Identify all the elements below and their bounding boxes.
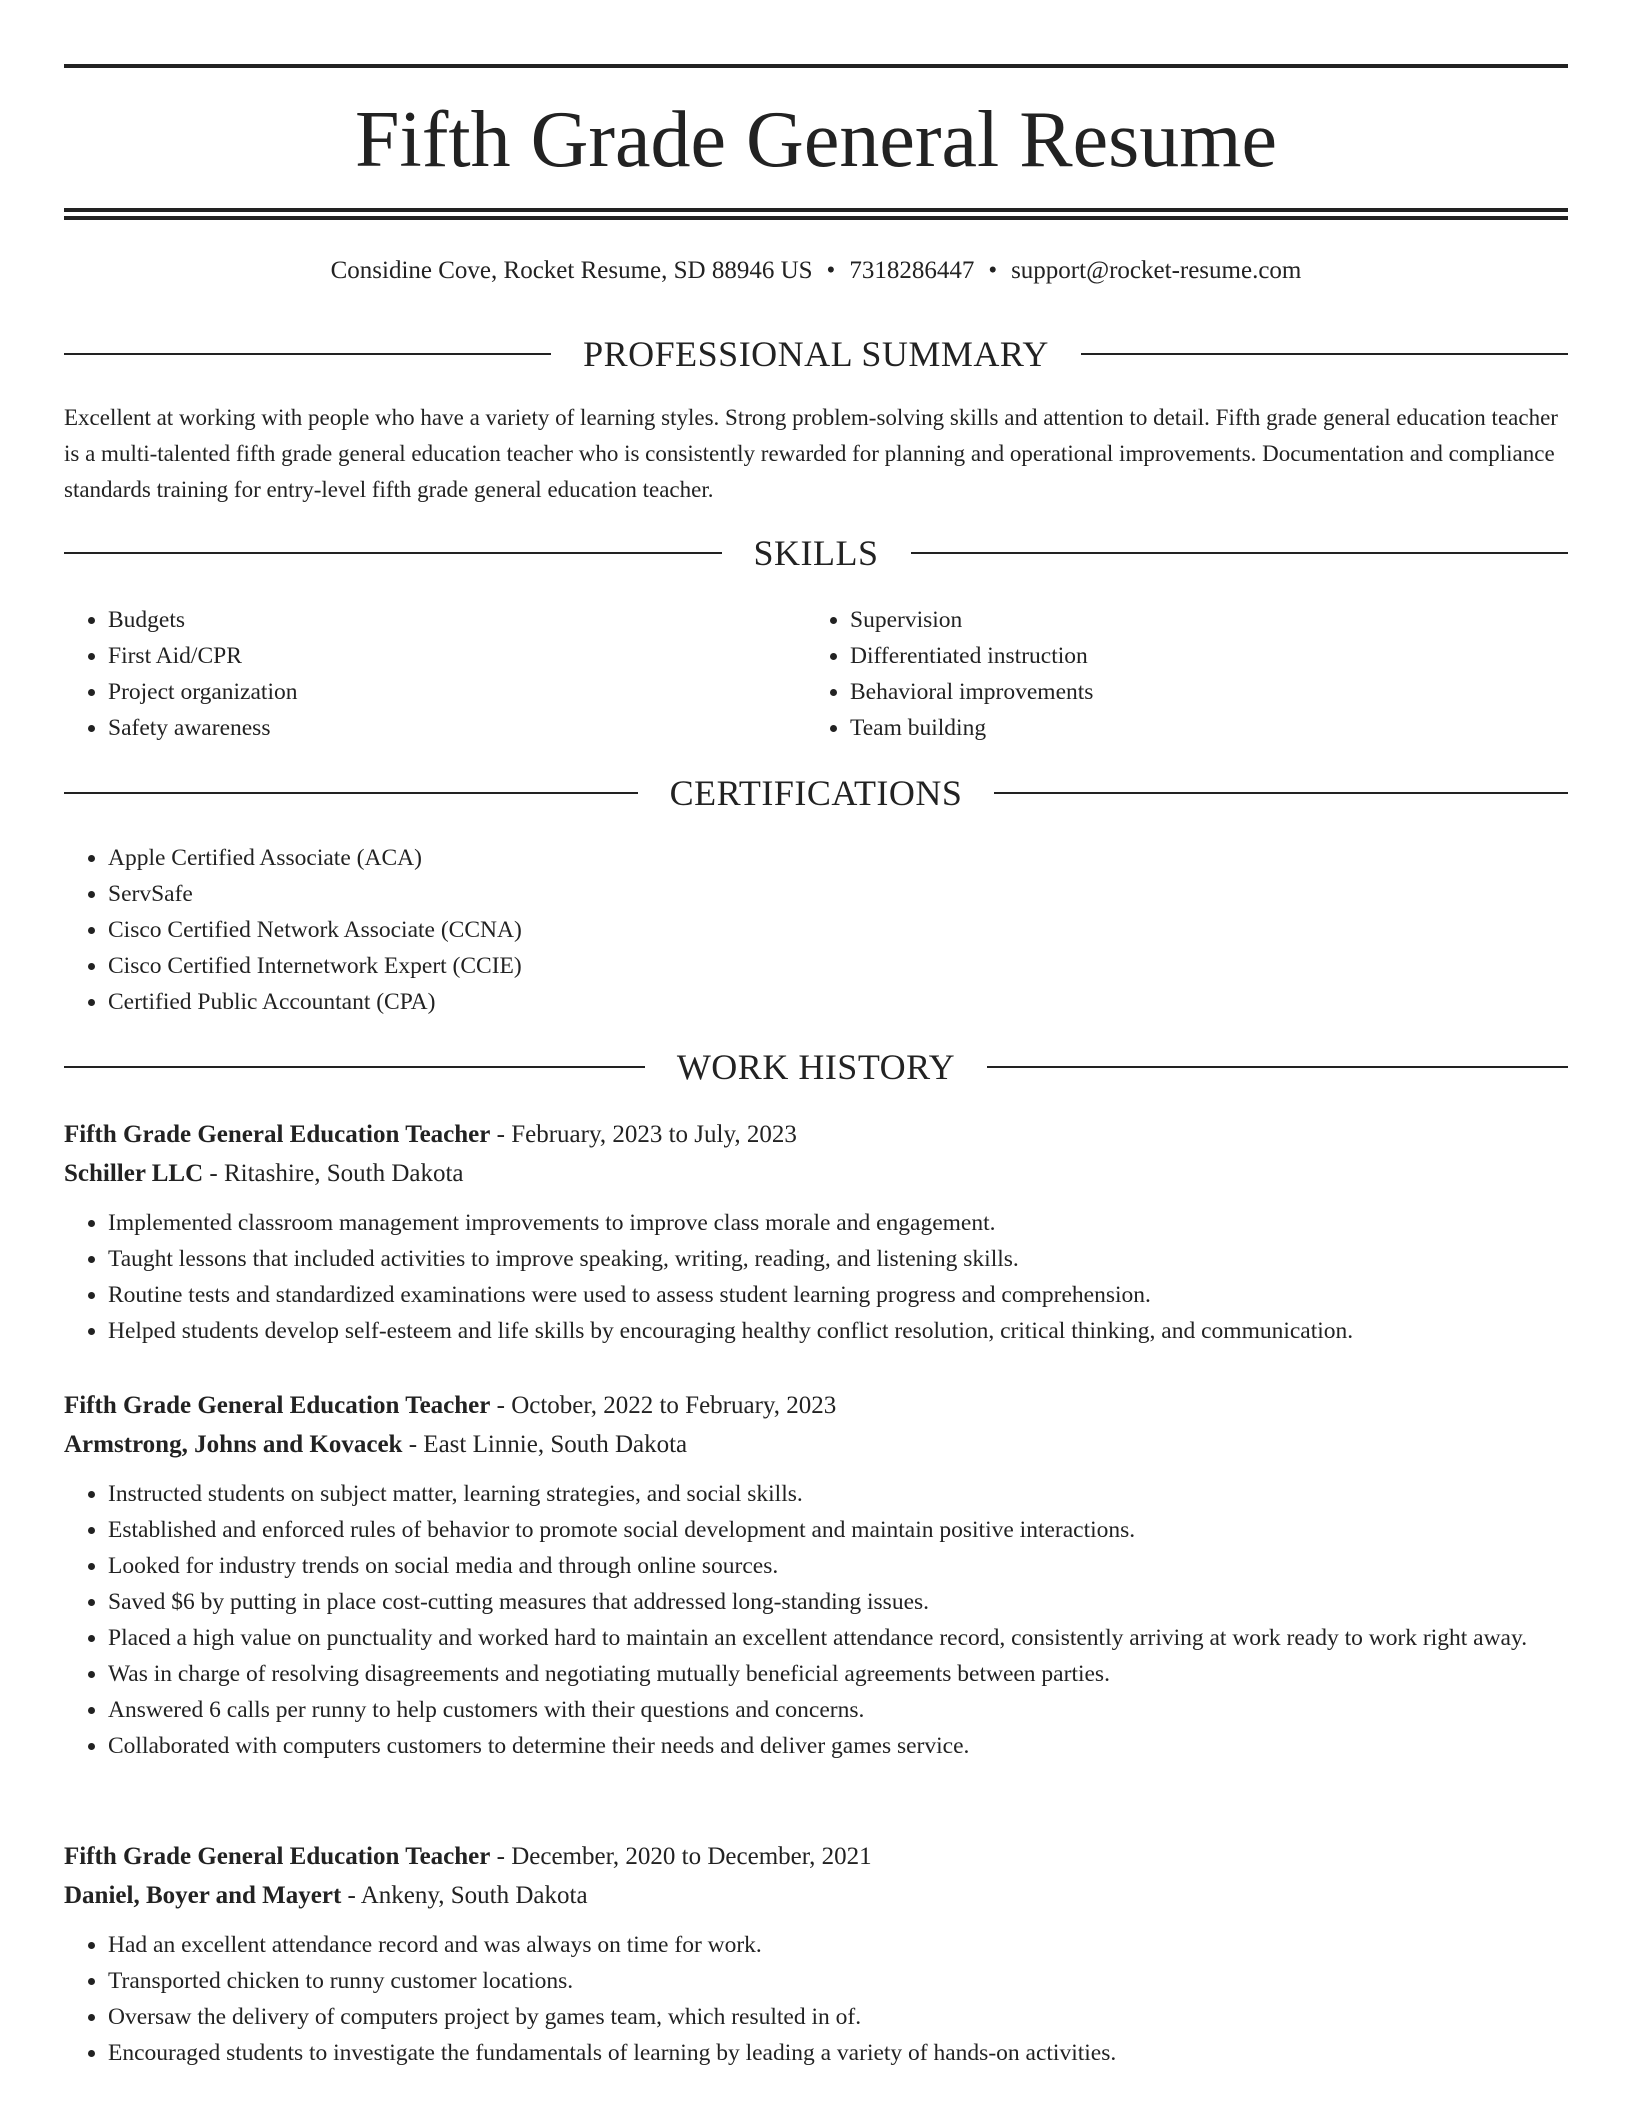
skills-list [64, 602, 1568, 746]
job-dates: - December, 2020 to December, 2021 [490, 1843, 872, 1870]
section-rule [64, 792, 638, 794]
job-bullet: • Established and enforced rules of behavior to promote social development and maintain positive interactions. [108, 1512, 1568, 1548]
job-title: Fifth Grade General Education Teacher [64, 1121, 491, 1148]
section-rule [64, 353, 551, 355]
section-rule [994, 792, 1568, 794]
section-header-work [64, 1045, 1568, 1089]
job-company: Daniel, Boyer and Mayert [64, 1882, 342, 1909]
section-title-certifications: CERTIFICATIONS [669, 773, 963, 813]
job-title-line [64, 1115, 1568, 1154]
section-header-certifications [64, 771, 1568, 815]
job-entry-1 [64, 1115, 1568, 1349]
certification-item: • Apple Certified Associate (ACA) [108, 840, 1568, 876]
job-bullet: • Encouraged students to investigate the fundamentals of learning by leading a variety of hands-on activities. [108, 2035, 1568, 2071]
job-company-line [64, 1425, 1568, 1464]
section-rule [987, 1066, 1568, 1068]
job-company-line [64, 1154, 1568, 1193]
skill-item: • Project organization [108, 674, 806, 710]
contact-separator: • [826, 257, 836, 284]
job-bullet: • Implemented classroom management improvements to improve class morale and engagement. [108, 1205, 1568, 1241]
skills-column-right [806, 602, 1548, 746]
double-rule-upper [64, 208, 1568, 212]
section-header-summary [64, 332, 1568, 376]
job-company: Armstrong, Johns and Kovacek [64, 1431, 403, 1458]
skill-item: • Safety awareness [108, 710, 806, 746]
contact-address: Considine Cove, Rocket Resume, SD 88946 US [330, 257, 813, 284]
job-bullet: • Saved $6 by putting in place cost-cutting measures that addressed long-standing issues. [108, 1584, 1568, 1620]
skill-item: • Team building [850, 710, 1548, 746]
job-bullet: • Transported chicken to runny customer locations. [108, 1963, 1568, 1999]
double-rule-lower [64, 216, 1568, 220]
job-bullet: • Instructed students on subject matter, learning strategies, and social skills. [108, 1476, 1568, 1512]
job-bullet: • Helped students develop self-esteem and life skills by encouraging healthy conflict resolution, critical thinking, and communication. [108, 1313, 1568, 1349]
section-title-skills: SKILLS [753, 533, 879, 573]
job-bullet: • Had an excellent attendance record and was always on time for work. [108, 1927, 1568, 1963]
certification-item: • Cisco Certified Internetwork Expert (CCIE) [108, 948, 1568, 984]
job-bullet: • Routine tests and standardized examinations were used to assess student learning progress and comprehension. [108, 1277, 1568, 1313]
section-header-skills [64, 531, 1568, 575]
contact-separator: • [988, 257, 998, 284]
job-location: - Ankeny, South Dakota [341, 1882, 588, 1909]
job-title: Fifth Grade General Education Teacher [64, 1843, 491, 1870]
job-bullets [64, 1476, 1568, 1764]
section-title-work: WORK HISTORY [676, 1047, 956, 1087]
job-bullets [64, 1205, 1568, 1349]
contact-email: support@rocket-resume.com [1011, 257, 1302, 284]
certification-item: • ServSafe [108, 876, 1568, 912]
resume-title: Fifth Grade General Resume [355, 96, 1277, 184]
job-bullet: • Taught lessons that included activities to improve speaking, writing, reading, and listening skills. [108, 1241, 1568, 1277]
job-bullet: • Was in charge of resolving disagreements and negotiating mutually beneficial agreements between parties. [108, 1656, 1568, 1692]
section-title-summary: PROFESSIONAL SUMMARY [583, 334, 1049, 374]
skill-item: • Budgets [108, 602, 806, 638]
job-location: - East Linnie, South Dakota [402, 1431, 688, 1458]
job-bullet: • Answered 6 calls per runny to help customers with their questions and concerns. [108, 1692, 1568, 1728]
skill-item: • Differentiated instruction [850, 638, 1548, 674]
job-bullets [64, 1927, 1568, 2071]
job-company-line [64, 1876, 1568, 1915]
job-location: - Ritashire, South Dakota [203, 1160, 464, 1187]
job-bullet: • Oversaw the delivery of computers project by games team, which resulted in of. [108, 1999, 1568, 2035]
job-dates: - February, 2023 to July, 2023 [490, 1121, 797, 1148]
contact-phone: 7318286447 [849, 257, 975, 284]
skill-item: • First Aid/CPR [108, 638, 806, 674]
skills-column-left [64, 602, 806, 746]
top-rule [64, 64, 1568, 68]
job-title: Fifth Grade General Education Teacher [64, 1392, 491, 1419]
section-rule [64, 552, 722, 554]
section-rule [64, 1066, 645, 1068]
section-rule [1081, 353, 1568, 355]
contact-line [64, 254, 1568, 288]
skill-item: • Supervision [850, 602, 1548, 638]
skill-item: • Behavioral improvements [850, 674, 1548, 710]
job-entry-3 [64, 1837, 1568, 2071]
job-bullet: • Collaborated with computers customers to determine their needs and deliver games service. [108, 1728, 1568, 1764]
job-entry-2 [64, 1386, 1568, 1764]
job-bullet: • Looked for industry trends on social media and through online sources. [108, 1548, 1568, 1584]
certification-item: • Cisco Certified Network Associate (CCNA) [108, 912, 1568, 948]
job-title-line [64, 1837, 1568, 1876]
job-dates: - October, 2022 to February, 2023 [490, 1392, 837, 1419]
job-bullet: • Placed a high value on punctuality and worked hard to maintain an excellent attendance record, consistently arriving at work ready to work right away. [108, 1620, 1568, 1656]
job-company: Schiller LLC [64, 1160, 204, 1187]
job-title-line [64, 1386, 1568, 1425]
section-rule [911, 552, 1569, 554]
summary-text: Excellent at working with people who have a variety of learning styles. Strong problem-solving skills and attention to detail. Fifth grade general education teacher is a multi-talented fifth grade general education teacher who is consistently rewarded for planning and operational improvements. Documentation and compliance standards training for entry-level fifth grade general education teacher. [64, 405, 1558, 502]
certifications-list [64, 840, 1568, 1020]
certification-item: • Certified Public Accountant (CPA) [108, 984, 1568, 1020]
